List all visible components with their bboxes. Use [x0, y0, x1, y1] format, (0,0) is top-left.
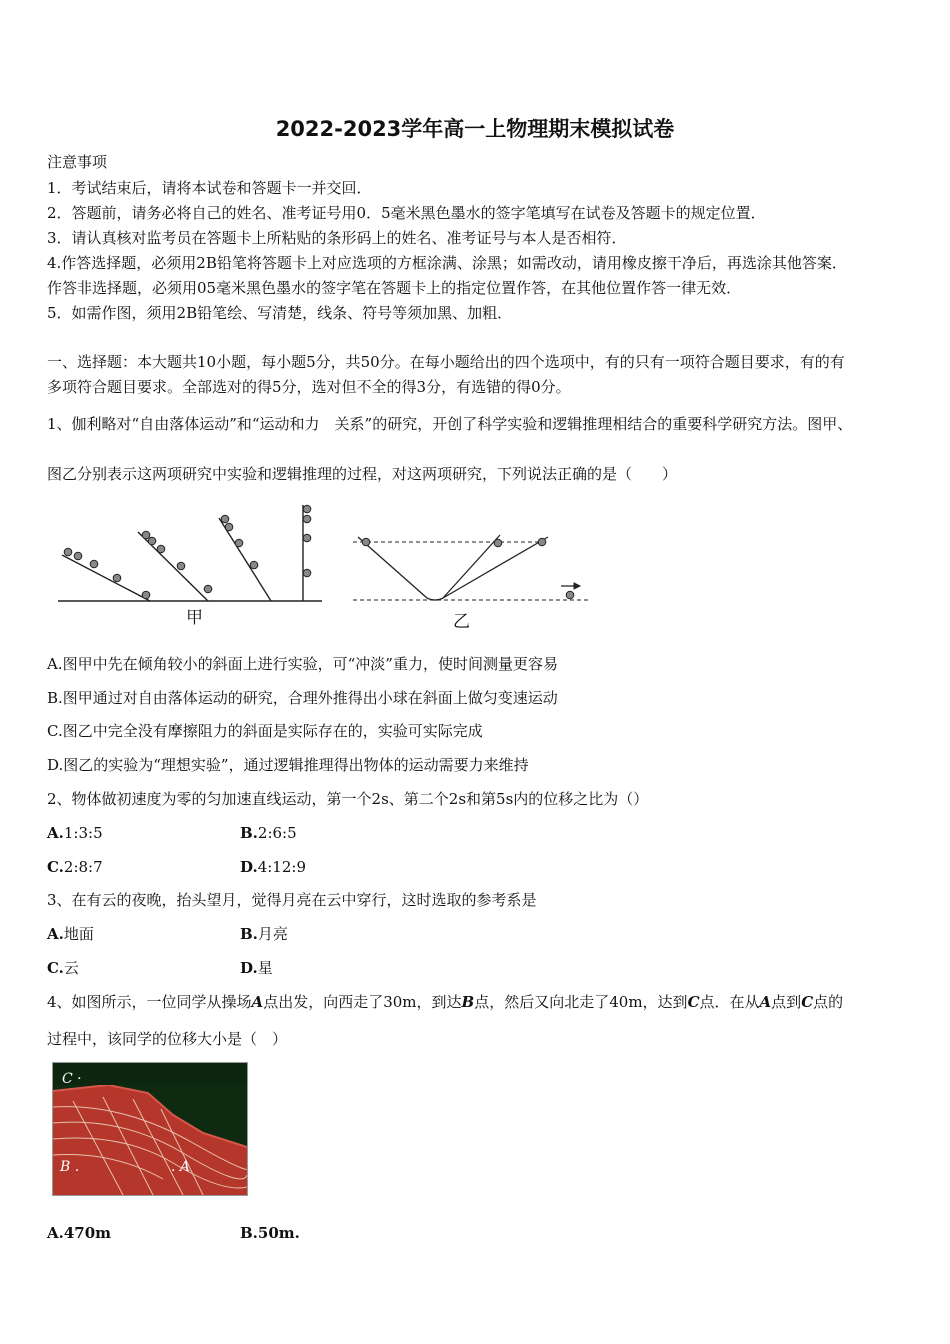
option-c	[47, 857, 103, 877]
notice-item: 3．请认真核对监考员在答题卡上所粘贴的条形码上的姓名、准考证号与本人是否相符．	[47, 229, 627, 247]
option-letter: C.	[47, 959, 64, 977]
ball	[225, 523, 233, 531]
option-letter: D.	[240, 858, 258, 876]
stem-text: 点，然后又向北走了	[474, 993, 610, 1011]
question-1-stem: 图乙分别表示这两项研究中实验和逻辑推理的过程，对这两项研究，下列说法正确的是（ ）	[47, 465, 678, 483]
track-label-c: C ·	[62, 1071, 82, 1087]
option-letter: D.	[240, 959, 258, 977]
stem-text: 点的	[813, 993, 844, 1011]
section-intro: 多项符合题目要求。全部选对的得5分，选对但不全的得3分，有选错的得0分。	[47, 378, 571, 396]
stem-text: 4、如图所示，一位同学从操场	[47, 993, 252, 1011]
section-intro: 一、选择题：本大题共10小题，每小题5分，共50分。在每小题给出的四个选项中，有的只有一项符合题目要求，有的有	[47, 353, 845, 371]
point-a: A	[251, 993, 264, 1011]
notice-item: 作答非选择题，必须用05毫米黑色墨水的签字笔在答题卡上的指定位置作答，在其他位置作答一律无效．	[47, 279, 742, 297]
option-b: B.50m.	[240, 1224, 300, 1242]
galileo-figure	[55, 500, 600, 640]
stem-text: ，达到	[642, 993, 688, 1011]
ramp-bottom	[427, 598, 443, 600]
ball	[74, 552, 82, 560]
ball	[148, 537, 156, 545]
option-a: A.图甲中先在倾角较小的斜面上进行实验，可“冲淡”重力，使时间测量更容易	[47, 655, 558, 673]
figure-label-yi: 乙	[453, 612, 470, 632]
notice-item: 5．如需作图，须用2B铅笔绘、写清楚，线条、符号等须加黑、加粗．	[47, 304, 513, 322]
ball	[303, 534, 311, 542]
track-photo	[52, 1062, 248, 1196]
option-a	[47, 924, 94, 944]
ball	[142, 591, 150, 599]
option-b	[240, 924, 288, 944]
point-b: B	[461, 993, 475, 1011]
option-letter: A.	[47, 925, 64, 943]
ball	[362, 538, 370, 546]
question-4-stem	[47, 992, 843, 1012]
incline	[62, 555, 150, 601]
option-letter: C.	[47, 858, 64, 876]
ramp-left	[358, 537, 427, 598]
option-letter: A.	[47, 824, 64, 842]
option-d	[240, 857, 306, 877]
point-a: A	[759, 993, 772, 1011]
ball	[177, 562, 185, 570]
point-c: C	[687, 993, 700, 1011]
page-title: 2022-2023学年高一上物理期末模拟试卷	[275, 117, 675, 141]
option-b	[240, 823, 297, 843]
option-d	[240, 958, 273, 978]
question-3-stem: 3、在有云的夜晚，抬头望月，觉得月亮在云中穿行，这时选取的参考系是	[47, 891, 537, 909]
option-c	[47, 958, 79, 978]
distance-2: 40m	[609, 993, 643, 1011]
ball	[157, 545, 165, 553]
ball	[221, 515, 229, 523]
option-letter: B.	[240, 824, 258, 842]
option-d: D.图乙的实验为“理想实验”，通过逻辑推理得出物体的运动需要力来维持	[47, 756, 529, 774]
option-text: 月亮	[257, 925, 288, 943]
notice-item: 2．答题前，请务必将自己的姓名、准考证号用0．5毫米黑色墨水的签字笔填写在试卷及答题卡的规定位置．	[47, 204, 766, 222]
ball	[538, 538, 546, 546]
option-text: 云	[63, 959, 79, 977]
track-label-a: . A	[171, 1159, 191, 1175]
ball	[250, 561, 258, 569]
option-text: 1:3:5	[63, 824, 103, 842]
ball	[235, 539, 243, 547]
ball	[204, 585, 212, 593]
ball	[566, 591, 574, 599]
ball	[303, 505, 311, 513]
track-label-b: B .	[60, 1159, 80, 1175]
option-a	[47, 823, 103, 843]
stem-text: 点出发，向西走了	[263, 993, 384, 1011]
figure-label-jia: 甲	[186, 608, 203, 628]
ball	[303, 569, 311, 577]
ramp-right-steep	[443, 535, 500, 598]
option-b: B.图甲通过对自由落体运动的研究，合理外推得出小球在斜面上做匀变速运动	[47, 689, 558, 707]
ball	[90, 560, 98, 568]
option-text: 2:6:5	[257, 824, 297, 842]
option-c: C.图乙中完全没有摩擦阻力的斜面是实际存在的，实验可实际完成	[47, 722, 483, 740]
option-text: 2:8:7	[63, 858, 103, 876]
ball	[494, 539, 502, 547]
track-illustration	[53, 1063, 247, 1195]
option-letter: B.	[240, 925, 258, 943]
option-a: A.470m	[47, 1224, 112, 1242]
distance-1: 30m	[383, 993, 417, 1011]
stem-text: 点到	[771, 993, 802, 1011]
notice-heading: 注意事项	[47, 153, 108, 171]
point-c: C	[801, 993, 814, 1011]
option-text: 4:12:9	[257, 858, 306, 876]
question-2-stem: 2、物体做初速度为零的匀加速直线运动，第一个2s、第二个2s和第5s内的位移之比为（）	[47, 790, 649, 808]
ball	[64, 548, 72, 556]
ball	[113, 574, 121, 582]
stem-text: 点．在从	[699, 993, 760, 1011]
ball	[142, 531, 150, 539]
arrow-head	[574, 583, 580, 589]
notice-item: 4.作答选择题，必须用2B铅笔将答题卡上对应选项的方框涂满、涂黑；如需改动，请用橡皮擦干净后，再选涂其他答案．	[47, 254, 847, 272]
question-1-stem: 1、伽利略对“自由落体运动”和“运动和力 关系”的研究，开创了科学实验和逻辑推理相结合的重要科学研究方法。图甲、	[47, 415, 853, 433]
question-4-stem: 过程中，该同学的位移大小是（ ）	[47, 1030, 288, 1048]
option-text: 地面	[63, 925, 94, 943]
option-text: 星	[257, 959, 273, 977]
stem-text: ，到达	[416, 993, 462, 1011]
notice-item: 1．考试结束后，请将本试卷和答题卡一并交回．	[47, 179, 372, 197]
ball	[303, 515, 311, 523]
